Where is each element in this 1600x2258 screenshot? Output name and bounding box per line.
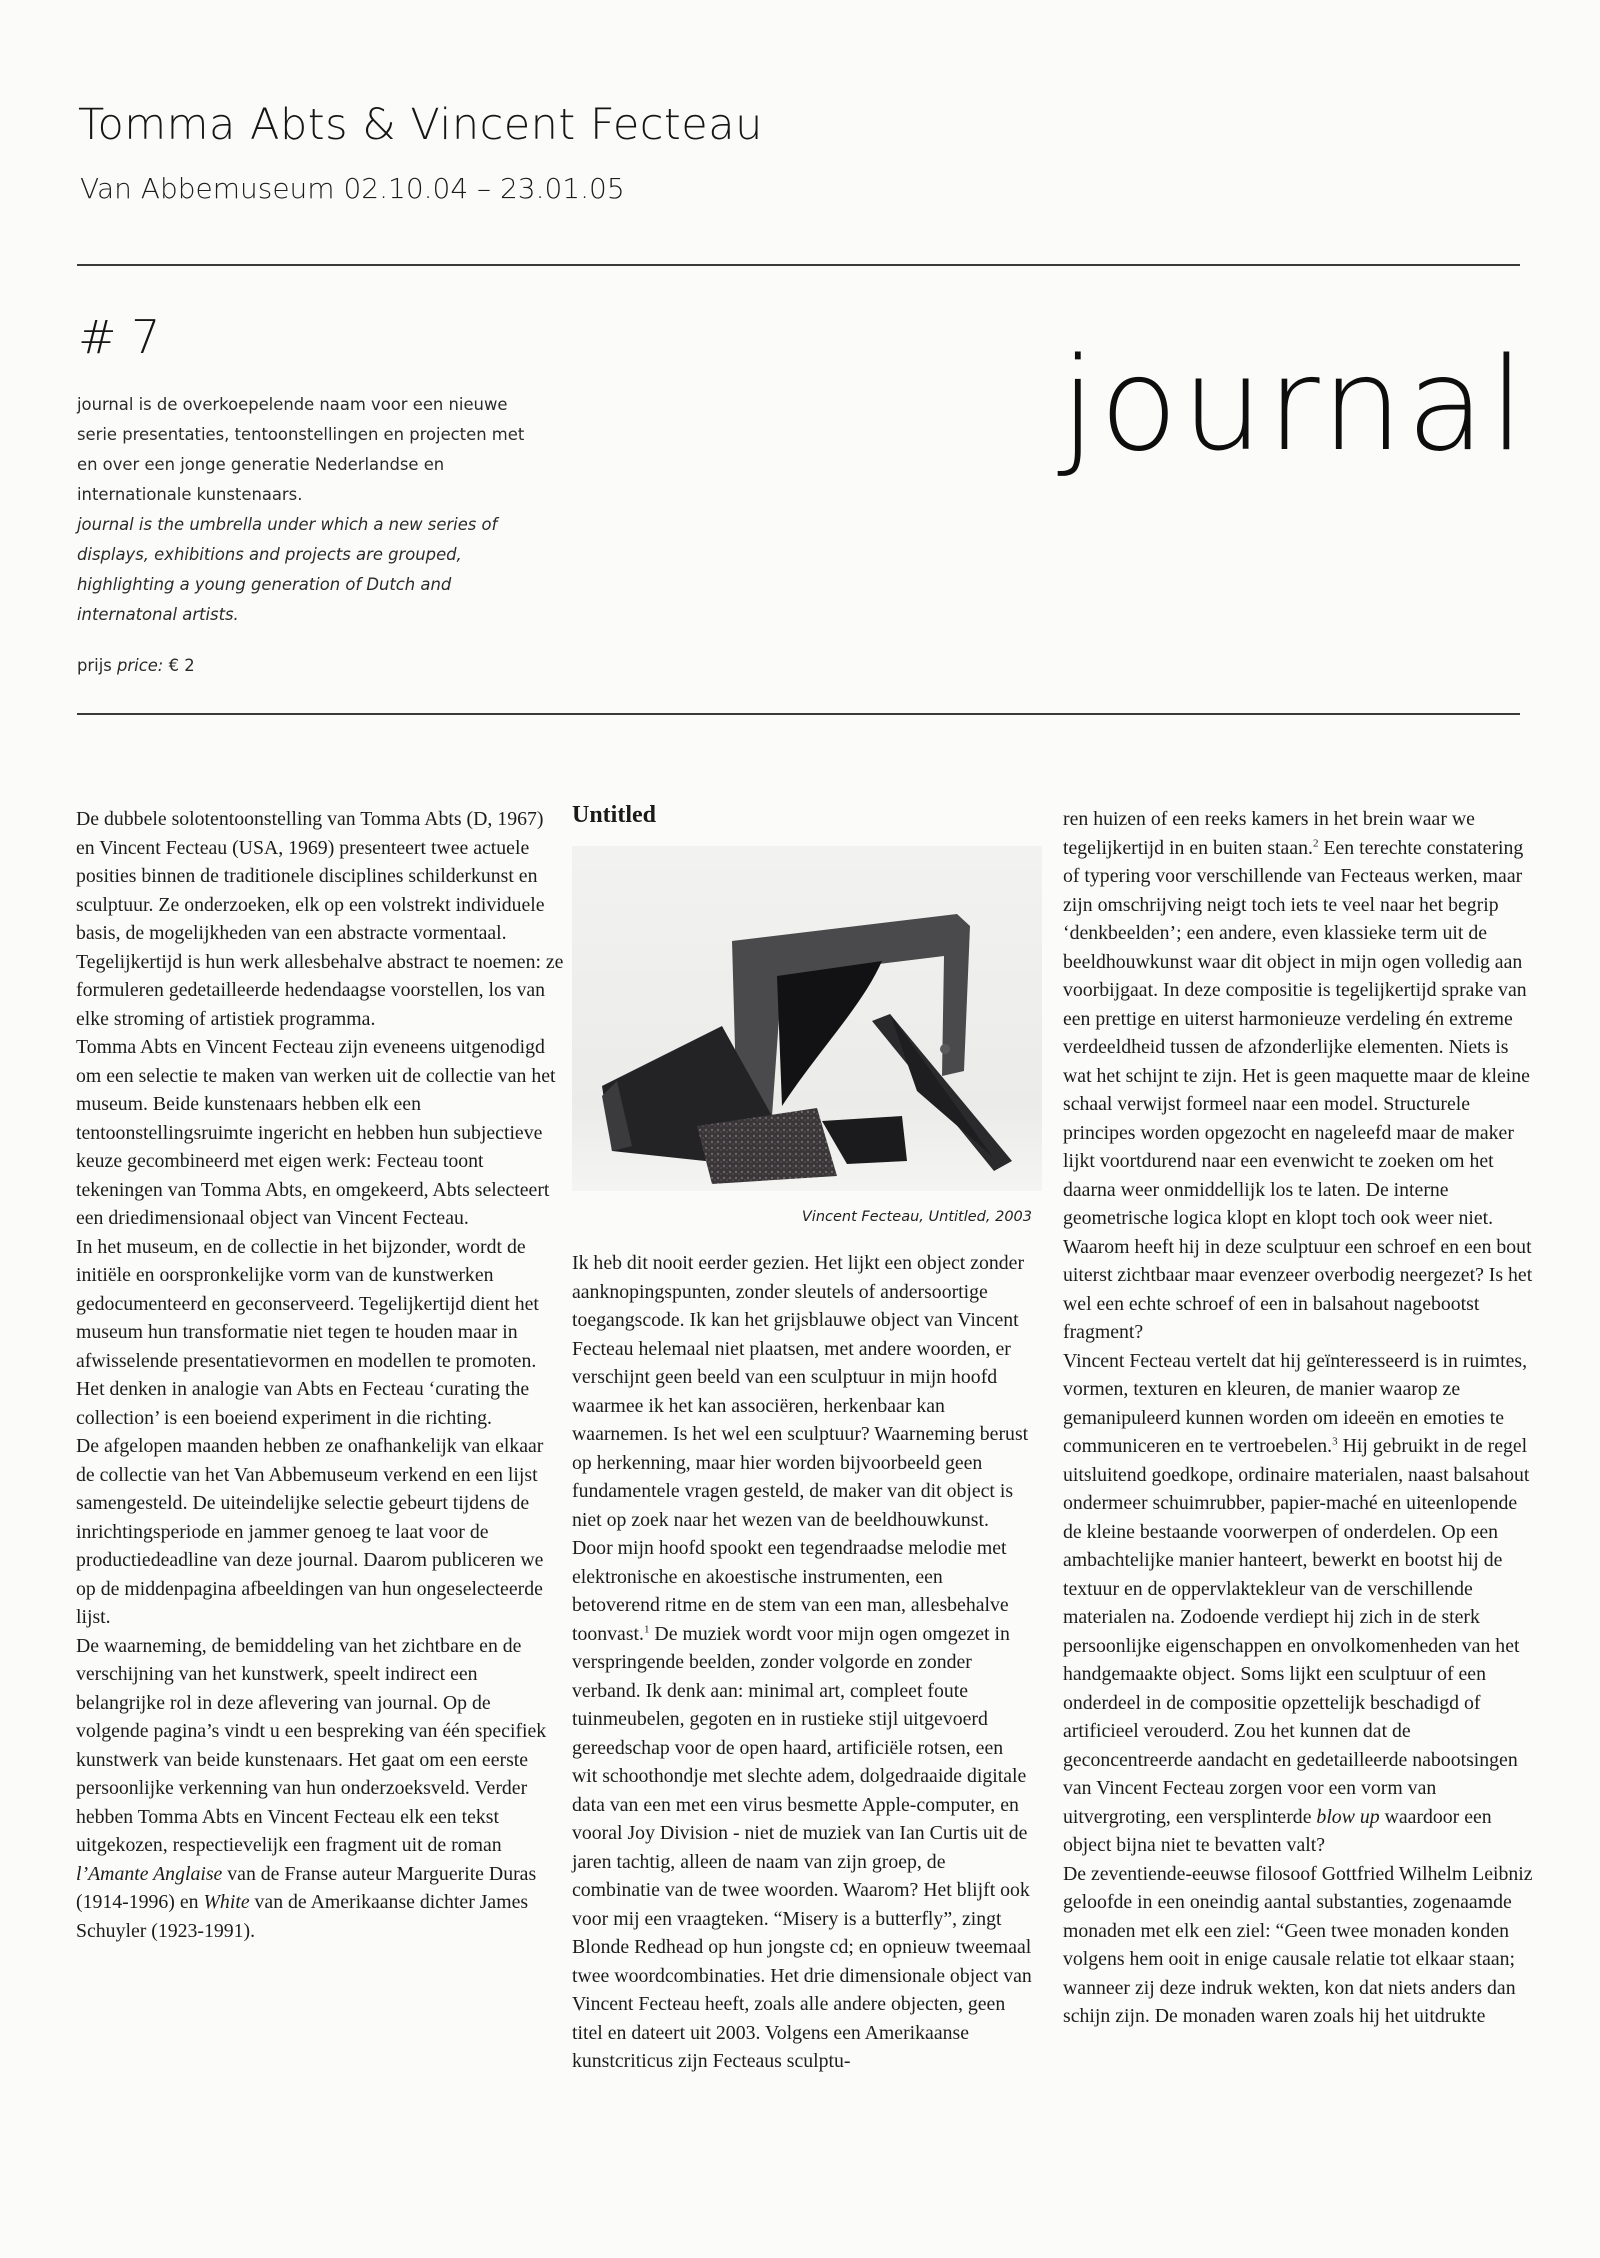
sculpture-photo (572, 846, 1042, 1191)
article-column-1 (76, 805, 566, 1945)
intro-english: journal is the umbrella under which a new series of displays, exhibitions and projects are grouped, highlighting a young generation of Dutch and internatonal artists. (77, 515, 498, 624)
price-value: € 2 (168, 656, 195, 675)
paragraph: De afgelopen maanden hebben ze onafhankelijk van elkaar de collectie van het Van Abbemuseum verkend en een lijst samengesteld. De uiteindelijke selectie gebeurt tijdens de inrichtingsperiode en jammer genoeg te laat voor de productiedeadline van deze journal. Daarom publiceren we op de middenpagina afbeeldingen van hun ongeselecteerde lijst. (76, 1435, 544, 1628)
book-title: l’Amante Anglaise (76, 1862, 223, 1885)
price-label-nl: prijs (77, 656, 112, 675)
exhibition-venue-dates: Van Abbemuseum 02.10.04 – 23.01.05 (80, 172, 625, 205)
intro-dutch: journal is de overkoepelende naam voor een nieuwe serie presentaties, tentoonstellingen en projecten met en over een jonge generatie Nederlandse en internationale kunstenaars. (77, 395, 525, 504)
paragraph: In het museum, en de collectie in het bijzonder, wordt de initiële en oorspronkelijke vorm van de kunstwerken gedocumenteerd en geconserveerd. Tegelijkertijd dient het museum hun transformatie niet tegen te houden maar in afwisselende presentatievormen en modellen te promoten. Het denken in analogie van Abts en Fecteau ‘curating the collection’ is een boeiend experiment in die richting. (76, 1235, 539, 1429)
footnote-marker: 1 (643, 1622, 650, 1635)
text-run: Een terechte constatering of typering voor verschillende van Fecteaus werken, maar zijn omschrijving neigt toch iets te veel naar het begrip ‘denkbeelden’; een andere, even klassieke term uit de beeldhouwkunst waar dit object in mijn ogen volledig aan voorbijgaat. In deze compositie is tegelijkertijd sprake van een prettige en uiterst harmonieuze verdeling én extreme verdeeldheid tussen de afzonderlijke elementen. Niets is wat het schijnt te zijn. Het is geen maquette maar de kleine schaal verwijst formeel naar een model. Structurele principes worden opgezocht en nageleefd maar de maker lijkt voortdurend naar een evenwicht te zoeken om het daarna weer onmiddellijk los te laten. De interne geometrische logica klopt en klopt toch ook weer niet. Waarom heeft hij in deze sculptuur een schroef en een bout uiterst zichtbaar maar evenzeer overbodig neergezet? Is het wel een echte schroef of een in balsahout nagebootst fragment? (1063, 836, 1533, 1343)
text-run: Hij gebruikt in de regel uitsluitend goedkope, ordinaire materialen, naast balsahout ondermeer schuimrubber, papier-maché en uiteenlopende de kleine bestaande voorwerpen of onderdelen. Op een ambachtelijke manier hanteert, bewerkt en bootst hij de textuur en de oppervlaktekleur van de verschillende materialen na. Zodoende verdiept hij zich in de sterk persoonlijke eigenschappen en onvolkomenheden van het handgemaakte object. Soms lijkt een sculptuur of een onderdeel in de compositie opzettelijk beschadigd of artificieel verouderd. Zou het kunnen dat de geconcentreerde aandacht en gedetailleerde nabootsingen van Vincent Fecteau zorgen voor een vorm van uitvergroting, een versplinterde (1063, 1435, 1530, 1828)
paragraph: Tomma Abts en Vincent Fecteau zijn eveneens uitgenodigd om een selectie te maken van werken uit de collectie van het museum. Beide kunstenaars hebben elk een tentoonstellingsruimte ingericht en hebben hun subjectieve keuze gecombineerd met eigen werk: Fecteau toont tekeningen van Tomma Abts, en omgekeerd, Abts selecteert een driedimensionaal object van Vincent Fecteau. (76, 1036, 556, 1229)
paragraph (572, 1249, 1032, 2076)
price-label-en: price: (117, 656, 164, 675)
price-line (77, 656, 195, 675)
sculpture-image-icon (572, 846, 1042, 1191)
text-run: Vincent Fecteau vertelt dat hij geïnteresseerd is in ruimtes, vormen, texturen en kleuren, de manier waarop ze gemanipuleerd kunnen worden om ideeën en emoties te communiceren en te vertroebelen. (1063, 1349, 1528, 1457)
text-run: ren huizen of een reeks kamers in het brein waar we tegelijkertijd in en buiten staan. (1063, 808, 1475, 859)
text-run: De muziek wordt voor mijn ogen omgezet in verspringende beelden, zonder volgorde en zonder verband. Ik denk aan: minimal art, compleet foute tuinmeubelen, gegoten en in rustieke stijl uitgevoerd gereedschap voor de open haard, artificiële rotsen, een wit schoothondje met slechte adem, dolgedraaide digitale data van een met een virus besmette Apple-computer, en vooral Joy Division - niet de muziek van Ian Curtis uit de jaren tachtig, alleen de naam van zijn groep, de combinatie van de twee woorden. Waarom? Het blijft ook voor mij een vraagteken. “Misery is a butterfly”, zingt Blonde Redhead op hun jongste cd; en opnieuw tweemaal twee woordcombinaties. Het drie dimensionale object van Vincent Fecteau heeft, zoals alle andere objecten, geen titel en dateert uit 2003. Volgens een Amerikaanse kunstcriticus zijn Fecteaus sculptu- (572, 1622, 1032, 2072)
artwork-heading: Untitled (572, 802, 656, 828)
italic-term: blow up (1316, 1805, 1380, 1828)
top-divider (77, 264, 1520, 266)
issue-number: # 7 (78, 310, 161, 364)
text-run: waardoor een object bijna niet te bevatten valt? (1063, 1805, 1492, 1856)
text-run: van de Franse auteur Marguerite Duras (1914-1996) en (76, 1862, 537, 1913)
paragraph (1063, 805, 1533, 1347)
paragraph: De zeventiende-eeuwse filosoof Gottfried Wilhelm Leibniz geloofde in een oneindig aantal substanties, zogenaamde monaden met elk een ziel: “Geen twee monaden konden volgens hem ooit in enige causale relatie tot elkaar staan; wanneer zij deze indruk wekten, kon dat niets anders dan schijn zijn. De monaden waren zoals hij het uitdrukte (1063, 1862, 1533, 2027)
paragraph (76, 1632, 566, 1946)
paragraph (1063, 1347, 1533, 1860)
publication-title: Tomma Abts & Vincent Fecteau (78, 100, 763, 150)
footnote-marker: 3 (1332, 1435, 1338, 1448)
journal-masthead: journal (1060, 331, 1529, 480)
article-column-3 (1063, 805, 1533, 2031)
text-run: Ik heb dit nooit eerder gezien. Het lijkt een object zonder aanknopingspunten, zonder sleutels of andersoortige toegangscode. Ik kan het grijsblauwe object van Vincent Fecteau helemaal niet plaatsen, met andere woorden, er verschijnt geen beeld van een sculptuur in mijn hoofd waarmee ik het kan associëren, herkenbaar kan waarnemen. Is het wel een sculptuur? Waarneming berust op herkenning, maar hier worden bijvoorbeeld geen fundamentele vragen gesteld, de maker van dit object is niet op zoek naar het wezen van de beeldhouwkunst. Door mijn hoofd spookt een tegendraadse melodie met elektronische en akoestische instrumenten, een betoverend ritme en de stem van een man, allesbehalve toonvast. (572, 1252, 1029, 1645)
section-divider (77, 713, 1520, 715)
intro-block (77, 390, 547, 630)
figure-caption: Vincent Fecteau, Untitled, 2003 (801, 1209, 1032, 1225)
text-run: De waarneming, de bemiddeling van het zichtbare en de verschijning van het kunstwerk, speelt indirect een belangrijke rol in deze aflevering van journal. Op de volgende pagina’s vindt u een bespreking van één specifiek kunstwerk van beide kunstenaars. Het gaat om een eerste persoonlijke verkenning van hun onderzoeksveld. Verder hebben Tomma Abts en Vincent Fecteau elk een tekst uitgekozen, respectievelijk een fragment uit de roman (76, 1634, 547, 1856)
paragraph: De dubbele solotentoonstelling van Tomma Abts (D, 1967) en Vincent Fecteau (USA, 1969) presenteert twee actuele posities binnen de traditionele disciplines schilderkunst en sculptuur. Ze onderzoeken, elk op een volstrekt individuele basis, de mogelijkheden van een abstracte vormentaal. Tegelijkertijd is hun werk allesbehalve abstract te noemen: ze formuleren gedetailleerde hedendaagse voorstellen, los van elke stroming of artistiek programma. (76, 808, 564, 1030)
poem-title: White (203, 1891, 250, 1913)
footnote-marker: 2 (1312, 836, 1319, 849)
text-run: van de Amerikaanse dichter James Schuyler (1923-1991). (76, 1891, 529, 1942)
article-column-2 (572, 800, 1032, 2076)
